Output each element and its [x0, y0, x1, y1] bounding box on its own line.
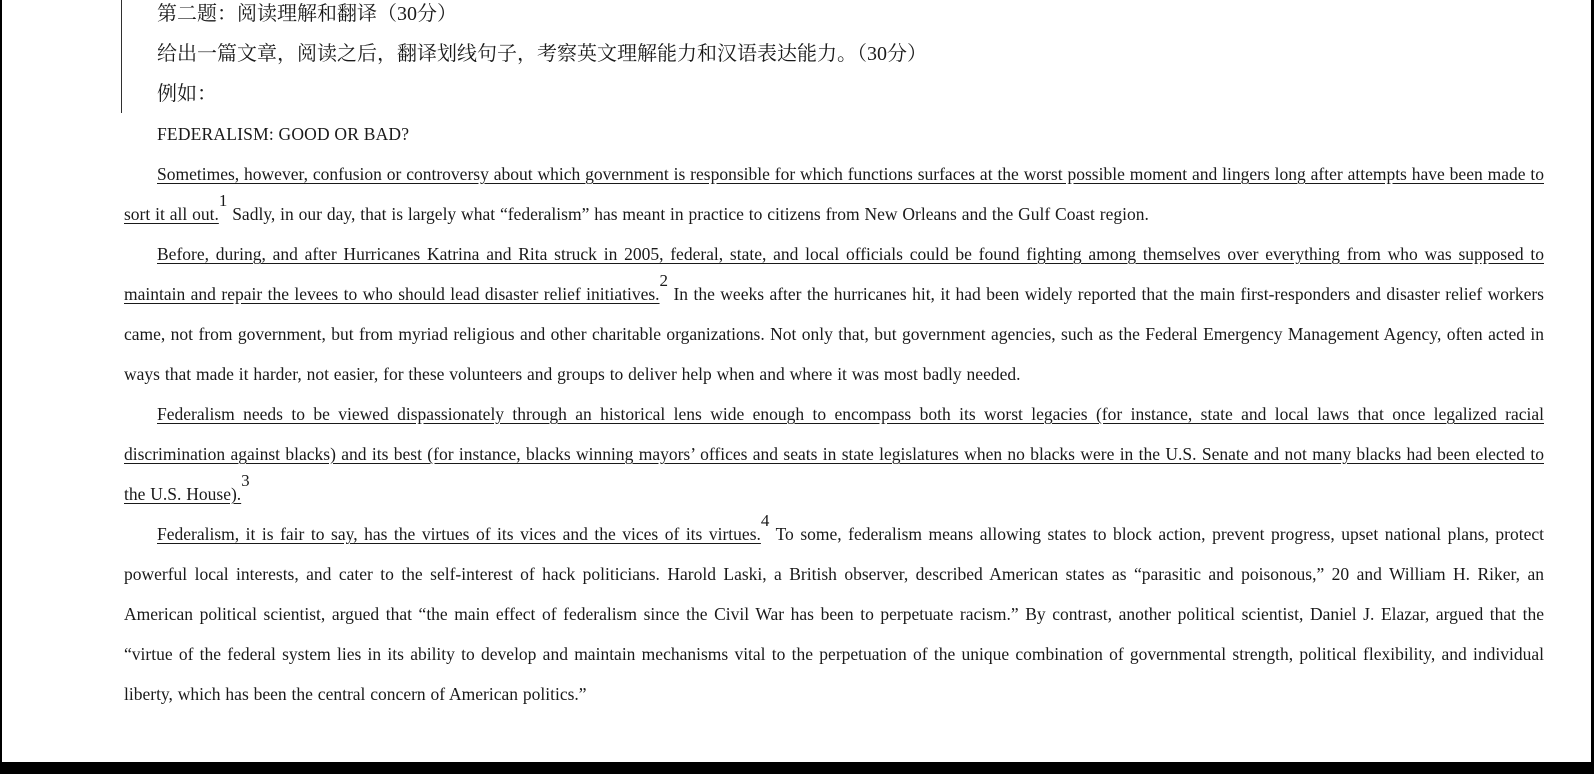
example-label: 例如：	[157, 83, 217, 105]
underlined-sentence-2: Before, during, and after Hurricanes Katrina and Rita struck in 2005, federal, state, and local officials could be found fighting among themselves over everything from who was supposed to maintain and repair the levees to who should lead disaster relief initiatives.	[124, 244, 1544, 304]
passage-title: FEDERALISM: GOOD OR BAD?	[157, 124, 410, 144]
paragraph-2-text: In the weeks after the hurricanes hit, it had been widely reported that the main first-responders and disaster relief workers came, not from government, but from myriad religious and other charitable organizations. Not only that, but government agencies, such as the Federal Emergency Management Agency, often acted in ways that made it harder, not easier, for these volunteers and groups to deliver help when and where it was most badly needed.	[124, 284, 1544, 384]
footnote-ref-1: 1	[218, 191, 228, 211]
paragraph-1-text: Sadly, in our day, that is largely what “federalism” has meant in practice to citizens from New Orleans and the Gulf Coast region.	[227, 204, 1149, 224]
footnote-ref-4: 4	[760, 511, 770, 531]
passage-paragraph-1	[124, 154, 1544, 234]
passage-paragraph-4	[124, 511, 1544, 714]
question-heading: 第二题：阅读理解和翻译（30分）	[157, 3, 457, 25]
page-left-border	[0, 0, 2, 774]
underlined-sentence-3: Federalism needs to be viewed dispassionately through an historical lens wide enough to encompass both its worst legacies (for instance, state and local laws that once legalized racial discrimination against blacks) and its best (for instance, blacks winning mayors’ offices and seats in state legislatures when no blacks were in the U.S. Senate and not many blacks had been elected to the U.S. House).	[124, 404, 1544, 504]
passage-paragraph-2	[124, 234, 1544, 394]
underlined-sentence-1: Sometimes, however, confusion or controversy about which government is responsible for which functions surfaces at the worst possible moment and lingers long after attempts have been made to sort it all out.	[124, 164, 1544, 224]
question-instructions: 给出一篇文章，阅读之后，翻译划线句子，考察英文理解能力和汉语表达能力。（30分）	[157, 43, 927, 65]
passage-paragraph-3	[124, 394, 1544, 514]
footnote-ref-2: 2	[659, 271, 669, 291]
document-content	[124, 0, 1544, 714]
underlined-sentence-4: Federalism, it is fair to say, has the virtues of its vices and the vices of its virtues.	[157, 524, 761, 544]
caret-artifact-line	[121, 0, 122, 113]
paragraph-4-text: To some, federalism means allowing states to block action, prevent progress, upset national plans, protect powerful local interests, and cater to the self-interest of hack politicians. Harold Laski, a British observer, described American states as “parasitic and poisonous,” 20 and William H. Riker, an American political scientist, argued that “the main effect of federalism since the Civil War has been to perpetuate racism.” By contrast, another political scientist, Daniel J. Elazar, argued that the “virtue of the federal system lies in its ability to develop and maintain mechanisms vital to the perpetuation of the unique combination of governmental strength, political flexibility, and individual liberty, which has been the central concern of American politics.”	[124, 524, 1544, 704]
page-bottom-bar	[0, 762, 1594, 774]
footnote-ref-3: 3	[241, 471, 250, 491]
